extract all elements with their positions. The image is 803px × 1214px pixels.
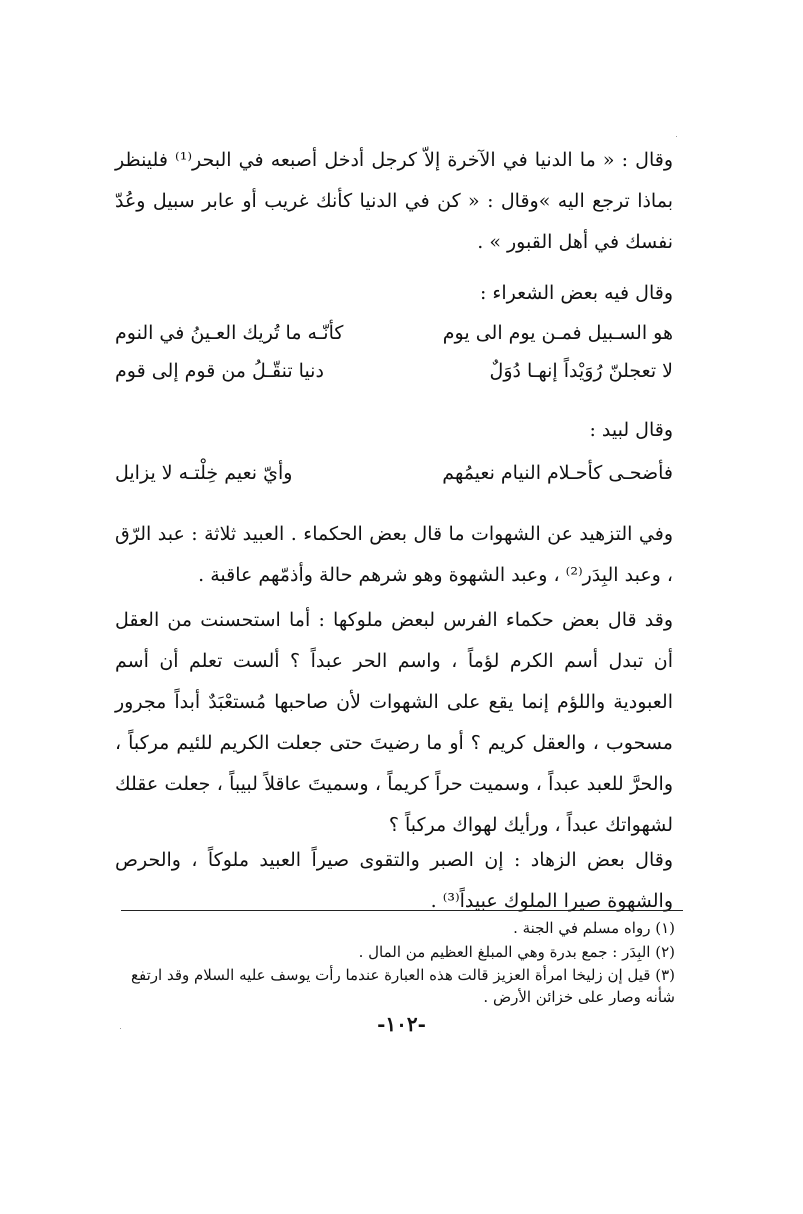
footnote-divider bbox=[121, 910, 683, 911]
paragraph-hadith: وقال : « ما الدنيا في الآخرة إلاّ كرجل أدخل أصبعه في البحر⁽¹⁾ فلينظر بماذا ترجع اليه »وقال : « كن في الدنيا كأنك غريب أو عابر سبيل وعُدّ نفسك في أهل القبور » . bbox=[115, 149, 673, 253]
paragraph-ascetics: وقال بعض الزهاد : إن الصبر والتقوى صيراً العبيد ملوكاً ، والحرص والشهوة صيرا الملوك عبيداً⁽³⁾ . bbox=[115, 849, 673, 912]
poem-verses-1 bbox=[115, 313, 673, 389]
footnote-3: (٣) قيل إن زليخا امرأة العزيز قالت هذه العبارة عندما رأت يوسف عليه السلام وقد ارتفع شأنه وصار على خزائن الأرض . bbox=[131, 966, 675, 1006]
verse-line bbox=[115, 453, 673, 491]
footnote-1: (١) رواه مسلم في الجنة . bbox=[513, 919, 675, 937]
footnotes bbox=[115, 916, 675, 1008]
scan-speck bbox=[676, 136, 677, 137]
labid-intro: وقال لبيد : bbox=[589, 419, 673, 441]
verse-second-hemistich: كأنّـه ما تُريك العـينُ في النوم bbox=[115, 322, 344, 344]
paragraph-slaves-three: وفي التزهيد عن الشهوات ما قال بعض الحكماء . العبيد ثلاثة : عبد الرّق ، وعبد البِدَر⁽²⁾ ، وعبد الشهوة وهو شرهم حالة وأذمّهم عاقبة . bbox=[115, 523, 673, 586]
poets-intro: وقال فيه بعض الشعراء : bbox=[479, 282, 673, 304]
verse-first-hemistich: لا تعجلنّ رُوَيْداً إنهـا دُوَلٌ bbox=[489, 360, 673, 382]
verse-first-hemistich: هو السـبيل فمـن يوم الى يوم bbox=[442, 322, 673, 344]
scan-speck bbox=[120, 1028, 121, 1029]
page-number: -١٠٢- bbox=[377, 1012, 426, 1036]
footnote-2: (٢) البِدَر : جمع بدرة وهي المبلغ العظيم من المال . bbox=[358, 943, 675, 961]
verse-line bbox=[115, 313, 673, 351]
poem-verses-2 bbox=[115, 453, 673, 491]
paragraph-persian-sages: وقد قال بعض حكماء الفرس لبعض ملوكها : أما استحسنت من العقل أن تبدل أسم الكرم لؤماً ، واسم الحر عبداً ؟ ألست تعلم أن أسم العبودية واللؤم إنما يقع على الشهوات لأن صاحبها مُستعْبَدٌ أبداً مجرور مسحوب ، والعقل كريم ؟ أو ما رضيتَ حتى جعلت الكريم للئيم مركباً ، والحرَّ للعبد عبداً ، وسميت حراً كريماً ، وسميتَ عاقلاً لبيباً ، جعلت عقلك لشهواتك عبداً ، ورأيك لهواك مركباً ؟ bbox=[115, 609, 673, 836]
verse-first-hemistich: فأضحـى كأحـلام النيام نعيمُهم bbox=[442, 462, 673, 484]
verse-second-hemistich: دنيا تنقّـلُ من قوم إلى قوم bbox=[115, 360, 324, 382]
verse-line bbox=[115, 351, 673, 389]
verse-second-hemistich: وأيّ نعيم خِلْتـه لا يزايل bbox=[115, 462, 293, 484]
